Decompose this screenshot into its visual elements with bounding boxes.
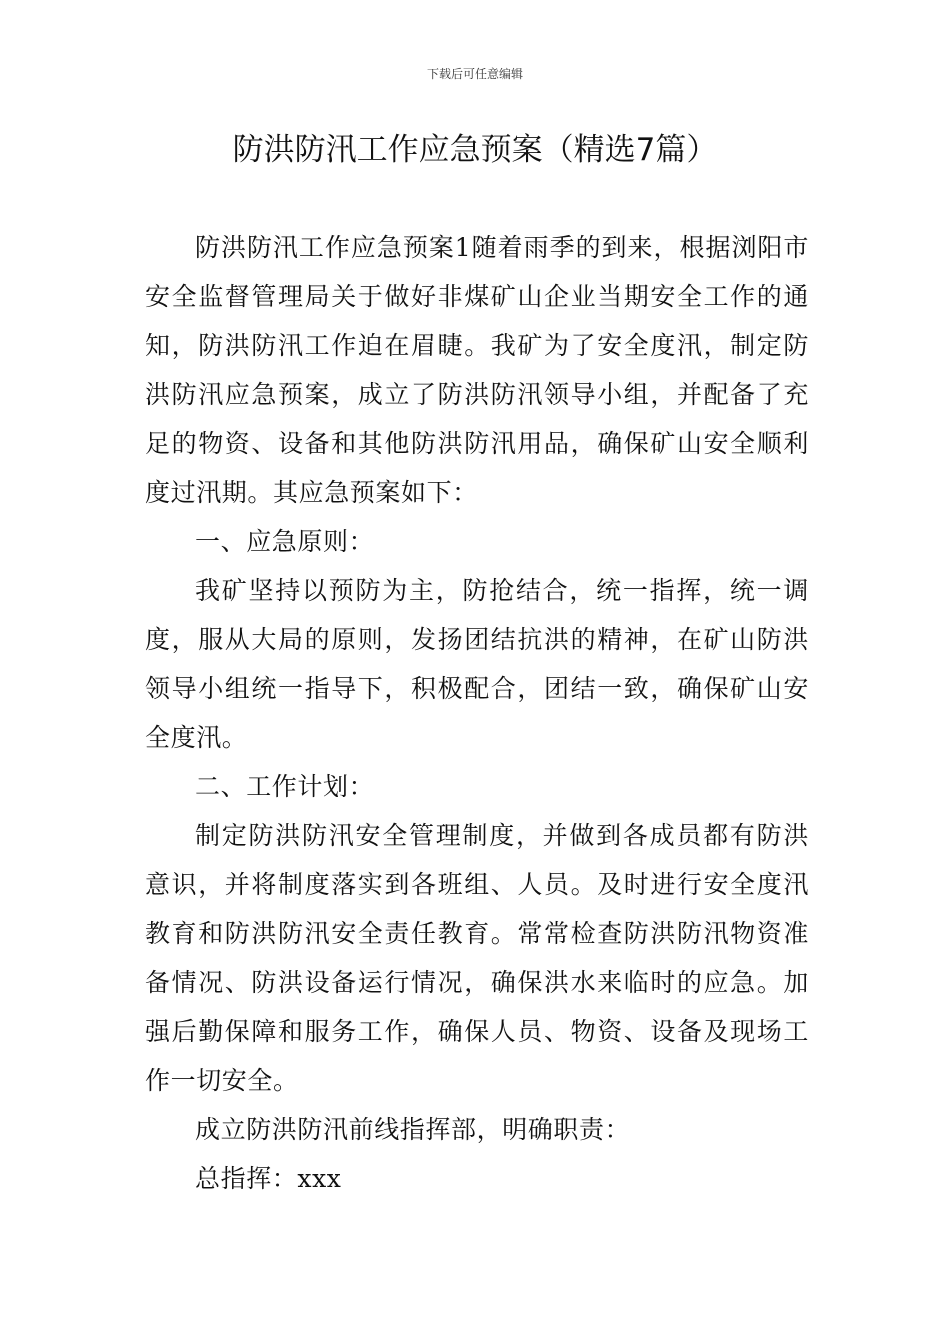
header-note: 下载后可任意编辑	[426, 67, 523, 81]
section-heading-principles: 一、应急原则：	[195, 527, 375, 556]
principles-paragraph: 我矿坚持以预防为主，防抢结合，统一指挥，统一调度，服从大局的原则，发扬团结抗洪的精神，在矿山防洪领导小组统一指导下，积极配合，团结一致，确保矿山安全度汛。	[145, 576, 809, 752]
document-body	[145, 223, 809, 1203]
command-post-paragraph: 成立防洪防汛前线指挥部，明确职责：	[195, 1115, 631, 1144]
commander-line: 总指挥：xxx	[195, 1164, 342, 1193]
work-plan-paragraph: 制定防洪防汛安全管理制度，并做到各成员都有防洪意识，并将制度落实到各班组、人员。及时进行安全度汛教育和防洪防汛安全责任教育。常常检查防洪防汛物资准备情况、防洪设备运行情况，确保洪水来临时的应急。加强后勤保障和服务工作，确保人员、物资、设备及现场工作一切安全。	[145, 821, 809, 1095]
intro-paragraph: 防洪防汛工作应急预案1随着雨季的到来，根据浏阳市安全监督管理局关于做好非煤矿山企业当期安全工作的通知，防洪防汛工作迫在眉睫。我矿为了安全度汛，制定防洪防汛应急预案，成立了防洪防汛领导小组，并配备了充足的物资、设备和其他防洪防汛用品，确保矿山安全顺利度过汛期。其应急预案如下：	[145, 233, 809, 507]
section-heading-work-plan: 二、工作计划：	[195, 772, 375, 801]
page-title: 防洪防汛工作应急预案（精选7篇）	[232, 132, 718, 168]
